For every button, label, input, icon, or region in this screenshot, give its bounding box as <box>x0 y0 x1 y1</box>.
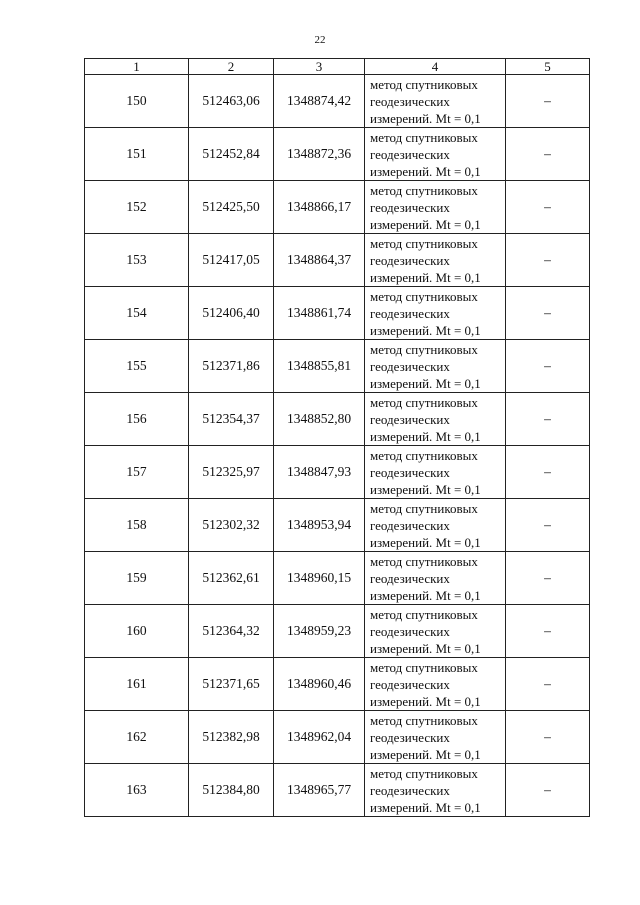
table-row <box>85 764 590 817</box>
point-number-cell: 161 <box>85 658 189 711</box>
method-cell <box>365 552 506 605</box>
method-text-line: метод спутниковых <box>370 341 478 357</box>
table-row <box>85 75 590 128</box>
method-text-line: измерений. Mt = 0,1 <box>370 216 481 232</box>
y-coordinate-cell: 1348855,81 <box>274 340 365 393</box>
x-coordinate-cell: 512371,65 <box>189 658 274 711</box>
method-text-line: геодезических <box>370 623 450 639</box>
y-coordinate-cell: 1348852,80 <box>274 393 365 446</box>
point-number-cell: 159 <box>85 552 189 605</box>
table-row <box>85 181 590 234</box>
x-coordinate-cell: 512371,86 <box>189 340 274 393</box>
table-row <box>85 234 590 287</box>
point-number-cell: 157 <box>85 446 189 499</box>
table-body <box>85 75 590 817</box>
point-number-cell: 151 <box>85 128 189 181</box>
method-text-line: метод спутниковых <box>370 765 478 781</box>
table-row <box>85 605 590 658</box>
coordinates-table <box>84 58 590 817</box>
method-text-line: измерений. Mt = 0,1 <box>370 481 481 497</box>
header-row <box>85 59 590 75</box>
method-text-line: геодезических <box>370 464 450 480</box>
method-text-line: геодезических <box>370 517 450 533</box>
method-text-line: метод спутниковых <box>370 394 478 410</box>
method-cell <box>365 128 506 181</box>
method-text-line: геодезических <box>370 782 450 798</box>
table-row <box>85 552 590 605</box>
x-coordinate-cell: 512425,50 <box>189 181 274 234</box>
note-cell: – <box>506 658 590 711</box>
y-coordinate-cell: 1348965,77 <box>274 764 365 817</box>
x-coordinate-cell: 512463,06 <box>189 75 274 128</box>
method-text-line: метод спутниковых <box>370 712 478 728</box>
note-cell: – <box>506 764 590 817</box>
method-text-line: геодезических <box>370 570 450 586</box>
method-text-line: геодезических <box>370 199 450 215</box>
method-text-line: измерений. Mt = 0,1 <box>370 534 481 550</box>
method-text-line: метод спутниковых <box>370 606 478 622</box>
method-cell <box>365 499 506 552</box>
method-text-line: метод спутниковых <box>370 500 478 516</box>
table-row <box>85 446 590 499</box>
column-header-5: 5 <box>506 59 590 75</box>
table-row <box>85 128 590 181</box>
method-cell <box>365 658 506 711</box>
y-coordinate-cell: 1348953,94 <box>274 499 365 552</box>
method-text-line: метод спутниковых <box>370 447 478 463</box>
y-coordinate-cell: 1348959,23 <box>274 605 365 658</box>
method-text-line: измерений. Mt = 0,1 <box>370 587 481 603</box>
x-coordinate-cell: 512417,05 <box>189 234 274 287</box>
y-coordinate-cell: 1348872,36 <box>274 128 365 181</box>
method-text-line: метод спутниковых <box>370 659 478 675</box>
y-coordinate-cell: 1348847,93 <box>274 446 365 499</box>
method-text-line: измерений. Mt = 0,1 <box>370 640 481 656</box>
method-text-line: измерений. Mt = 0,1 <box>370 269 481 285</box>
method-text-line: геодезических <box>370 411 450 427</box>
note-cell: – <box>506 552 590 605</box>
method-text-line: измерений. Mt = 0,1 <box>370 799 481 815</box>
x-coordinate-cell: 512382,98 <box>189 711 274 764</box>
method-text-line: измерений. Mt = 0,1 <box>370 375 481 391</box>
x-coordinate-cell: 512362,61 <box>189 552 274 605</box>
note-cell: – <box>506 340 590 393</box>
table-row <box>85 711 590 764</box>
point-number-cell: 160 <box>85 605 189 658</box>
point-number-cell: 154 <box>85 287 189 340</box>
x-coordinate-cell: 512302,32 <box>189 499 274 552</box>
note-cell: – <box>506 128 590 181</box>
method-cell <box>365 287 506 340</box>
method-cell <box>365 764 506 817</box>
method-text-line: геодезических <box>370 146 450 162</box>
method-text-line: измерений. Mt = 0,1 <box>370 746 481 762</box>
x-coordinate-cell: 512406,40 <box>189 287 274 340</box>
method-text-line: метод спутниковых <box>370 182 478 198</box>
method-text-line: метод спутниковых <box>370 76 478 92</box>
note-cell: – <box>506 287 590 340</box>
y-coordinate-cell: 1348861,74 <box>274 287 365 340</box>
column-header-2: 2 <box>189 59 274 75</box>
x-coordinate-cell: 512325,97 <box>189 446 274 499</box>
method-text-line: геодезических <box>370 252 450 268</box>
point-number-cell: 153 <box>85 234 189 287</box>
point-number-cell: 150 <box>85 75 189 128</box>
x-coordinate-cell: 512354,37 <box>189 393 274 446</box>
note-cell: – <box>506 499 590 552</box>
method-cell <box>365 393 506 446</box>
method-cell <box>365 181 506 234</box>
method-text-line: метод спутниковых <box>370 235 478 251</box>
note-cell: – <box>506 605 590 658</box>
note-cell: – <box>506 181 590 234</box>
note-cell: – <box>506 446 590 499</box>
method-text-line: геодезических <box>370 358 450 374</box>
method-text-line: метод спутниковых <box>370 553 478 569</box>
method-cell <box>365 234 506 287</box>
method-text-line: метод спутниковых <box>370 288 478 304</box>
method-cell <box>365 75 506 128</box>
page-number: 22 <box>314 34 326 46</box>
note-cell: – <box>506 75 590 128</box>
method-text-line: измерений. Mt = 0,1 <box>370 163 481 179</box>
column-header-1: 1 <box>85 59 189 75</box>
method-text-line: метод спутниковых <box>370 129 478 145</box>
x-coordinate-cell: 512364,32 <box>189 605 274 658</box>
column-header-3: 3 <box>274 59 365 75</box>
method-cell <box>365 340 506 393</box>
method-text-line: геодезических <box>370 93 450 109</box>
y-coordinate-cell: 1348962,04 <box>274 711 365 764</box>
note-cell: – <box>506 393 590 446</box>
table-row <box>85 658 590 711</box>
method-cell <box>365 446 506 499</box>
x-coordinate-cell: 512384,80 <box>189 764 274 817</box>
point-number-cell: 156 <box>85 393 189 446</box>
table-row <box>85 340 590 393</box>
point-number-cell: 163 <box>85 764 189 817</box>
x-coordinate-cell: 512452,84 <box>189 128 274 181</box>
method-text-line: геодезических <box>370 729 450 745</box>
method-text-line: измерений. Mt = 0,1 <box>370 110 481 126</box>
method-text-line: геодезических <box>370 676 450 692</box>
point-number-cell: 152 <box>85 181 189 234</box>
y-coordinate-cell: 1348866,17 <box>274 181 365 234</box>
point-number-cell: 155 <box>85 340 189 393</box>
note-cell: – <box>506 234 590 287</box>
table-row <box>85 393 590 446</box>
method-cell <box>365 711 506 764</box>
table-row <box>85 287 590 340</box>
y-coordinate-cell: 1348874,42 <box>274 75 365 128</box>
table-row <box>85 499 590 552</box>
column-header-4: 4 <box>365 59 506 75</box>
point-number-cell: 158 <box>85 499 189 552</box>
method-text-line: измерений. Mt = 0,1 <box>370 322 481 338</box>
method-text-line: измерений. Mt = 0,1 <box>370 693 481 709</box>
method-text-line: измерений. Mt = 0,1 <box>370 428 481 444</box>
note-cell: – <box>506 711 590 764</box>
method-cell <box>365 605 506 658</box>
y-coordinate-cell: 1348960,46 <box>274 658 365 711</box>
y-coordinate-cell: 1348864,37 <box>274 234 365 287</box>
point-number-cell: 162 <box>85 711 189 764</box>
method-text-line: геодезических <box>370 305 450 321</box>
y-coordinate-cell: 1348960,15 <box>274 552 365 605</box>
table-header <box>85 59 590 75</box>
